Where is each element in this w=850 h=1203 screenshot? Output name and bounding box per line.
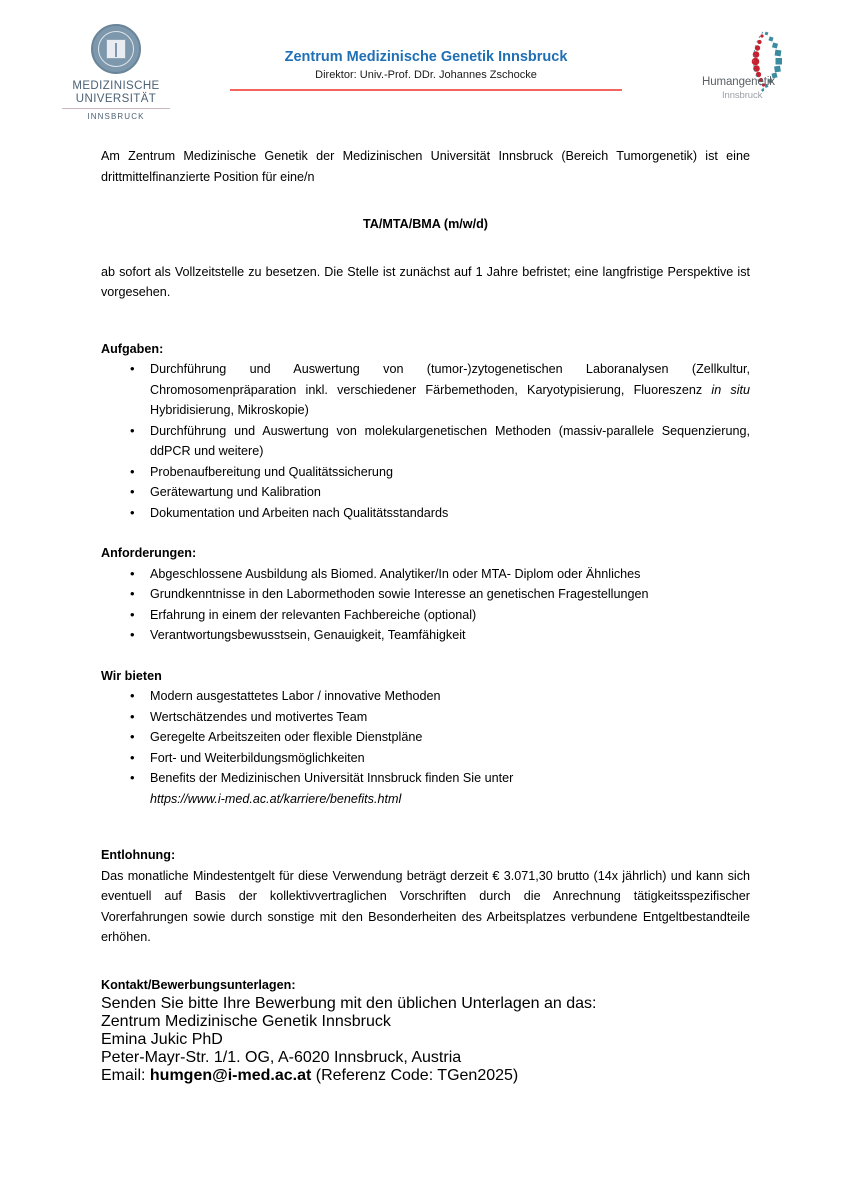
bullet-text-pre: Dokumentation und Arbeiten nach Qualitätsstandards bbox=[150, 505, 449, 520]
header-title: Zentrum Medizinische Genetik Innsbruck bbox=[284, 49, 568, 65]
list-item: • Verantwortungsbewusstsein, Genauigkeit, Teamfähigkeit bbox=[101, 625, 750, 646]
list-item: • Grundkenntnisse in den Labormethoden sowie Interesse an genetischen Fragestellungen bbox=[101, 584, 750, 605]
intro-paragraph: Am Zentrum Medizinische Genetik der Medizinischen Universität Innsbruck (Bereich Tumorgenetik) ist eine drittmittelfinanzierte Position für eine/n bbox=[101, 149, 750, 184]
kontakt-line-3: Emina Jukic PhD bbox=[101, 1031, 223, 1048]
bullet-text-post: Hybridisierung, Mikroskopie) bbox=[150, 403, 309, 417]
email-address[interactable]: humgen@i-med.ac.at bbox=[149, 1067, 312, 1084]
list-item bbox=[101, 359, 750, 421]
list-item bbox=[101, 462, 750, 483]
wir-bieten-list bbox=[101, 686, 750, 809]
section-heading-entlohnung: Entlohnung: bbox=[101, 848, 176, 862]
logo-left-line2: UNIVERSITÄT bbox=[62, 93, 170, 109]
section-heading-aufgaben: Aufgaben: bbox=[101, 341, 164, 356]
logo-left-line3: INNSBRUCK bbox=[87, 112, 145, 121]
benefits-text: Benefits der Medizinischen Universität Innsbruck finden Sie unter bbox=[150, 771, 514, 785]
spacer bbox=[101, 646, 750, 666]
spacer bbox=[101, 809, 750, 845]
medizinische-universitaet-innsbruck-logo bbox=[62, 24, 170, 121]
list-item: • Wertschätzendes und motivertes Team bbox=[101, 707, 750, 728]
kontakt-email-line bbox=[101, 1067, 750, 1085]
bullet-text-pre: Probenaufbereitung und Qualitätssicherung bbox=[150, 464, 393, 479]
intro-paragraph-2: ab sofort als Vollzeitstelle zu besetzen. Die Stelle ist zunächst auf 1 Jahre befristet; eine langfristige Perspektive ist vorgesehen. bbox=[101, 264, 750, 299]
bullet-text-italic: in situ bbox=[711, 382, 751, 397]
section-heading-wir-bieten: Wir bieten bbox=[101, 668, 162, 683]
humangenetik-logo-subname: Innsbruck bbox=[722, 90, 763, 101]
header-text-block bbox=[230, 48, 622, 84]
header-subtitle: Direktor: Univ.-Prof. DDr. Johannes Zschocke bbox=[315, 69, 537, 81]
bullet-text-pre: Gerätewartung und Kalibration bbox=[150, 485, 321, 499]
list-item bbox=[101, 503, 750, 524]
list-item bbox=[101, 421, 750, 462]
header-divider bbox=[230, 89, 622, 91]
list-item: • Fort- und Weiterbildungsmöglichkeiten bbox=[101, 748, 750, 769]
reference-code: (Referenz Code: TGen2025) bbox=[311, 1067, 519, 1084]
humangenetik-innsbruck-logo bbox=[700, 26, 820, 102]
logo-left-line1: MEDIZINISCHE bbox=[72, 80, 160, 92]
humangenetik-logo-name: Humangenetik bbox=[702, 76, 775, 88]
anforderungen-list bbox=[101, 564, 750, 646]
spacer bbox=[101, 948, 750, 975]
document-body bbox=[101, 146, 750, 1085]
email-label: Email: bbox=[101, 1067, 150, 1084]
entlohnung-text: Das monatliche Mindestentgelt für diese Verwendung beträgt derzeit € 3.071,30 brutto (14x jährlich) und kann sich eventuell auf Basis der kollektivvertraglichen Vorschriften durch die Anrechnung tätigkeitsspezifischer Vorerfahrungen sowie durch sonstige mit den Besonderheiten des Arbeitsplatzes verbundene Entgeltbestandteile erhöhen. bbox=[101, 868, 750, 944]
kontakt-line-1: Senden Sie bitte Ihre Bewerbung mit den üblichen Unterlagen an das: bbox=[101, 995, 597, 1012]
list-item: • Abgeschlossene Ausbildung als Biomed. Analytiker/In oder MTA- Diplom oder Ähnliches bbox=[101, 564, 750, 585]
aufgaben-list bbox=[101, 359, 750, 523]
section-heading-anforderungen: Anforderungen: bbox=[101, 546, 197, 560]
spacer bbox=[101, 235, 750, 262]
job-title: TA/MTA/BMA (m/w/d) bbox=[363, 217, 488, 231]
seal-emblem-icon bbox=[106, 39, 126, 59]
document-header bbox=[0, 0, 850, 121]
list-item: • Erfahrung in einem der relevanten Fachbereiche (optional) bbox=[101, 605, 750, 626]
list-item bbox=[101, 482, 750, 503]
spacer bbox=[101, 523, 750, 543]
kontakt-line-4: Peter-Mayr-Str. 1/1. OG, A-6020 Innsbruck, Austria bbox=[101, 1049, 462, 1066]
spacer bbox=[101, 187, 750, 214]
list-item: • Geregelte Arbeitszeiten oder flexible Dienstpläne bbox=[101, 727, 750, 748]
spacer bbox=[101, 303, 750, 339]
bullet-text-pre: Durchführung und Auswertung von (tumor-)zytogenetischen Laboranalysen (Zellkultur, Chromosomenpräparation inkl. verschiedener Färbemethoden, Karyotypisierung, Fluoreszenz bbox=[150, 362, 750, 397]
list-item: • Modern ausgestattetes Labor / innovative Methoden bbox=[101, 686, 750, 707]
kontakt-line-2: Zentrum Medizinische Genetik Innsbruck bbox=[101, 1013, 391, 1030]
section-heading-kontakt: Kontakt/Bewerbungsunterlagen: bbox=[101, 977, 296, 992]
university-seal-icon bbox=[91, 24, 141, 74]
bullet-text-pre: Durchführung und Auswertung von molekulargenetischen Methoden (massiv-parallele Sequenzierung, ddPCR und weitere) bbox=[150, 423, 750, 458]
list-item-benefits bbox=[101, 768, 750, 809]
benefits-link[interactable]: https://www.i-med.ac.at/karriere/benefits.html bbox=[150, 791, 402, 806]
